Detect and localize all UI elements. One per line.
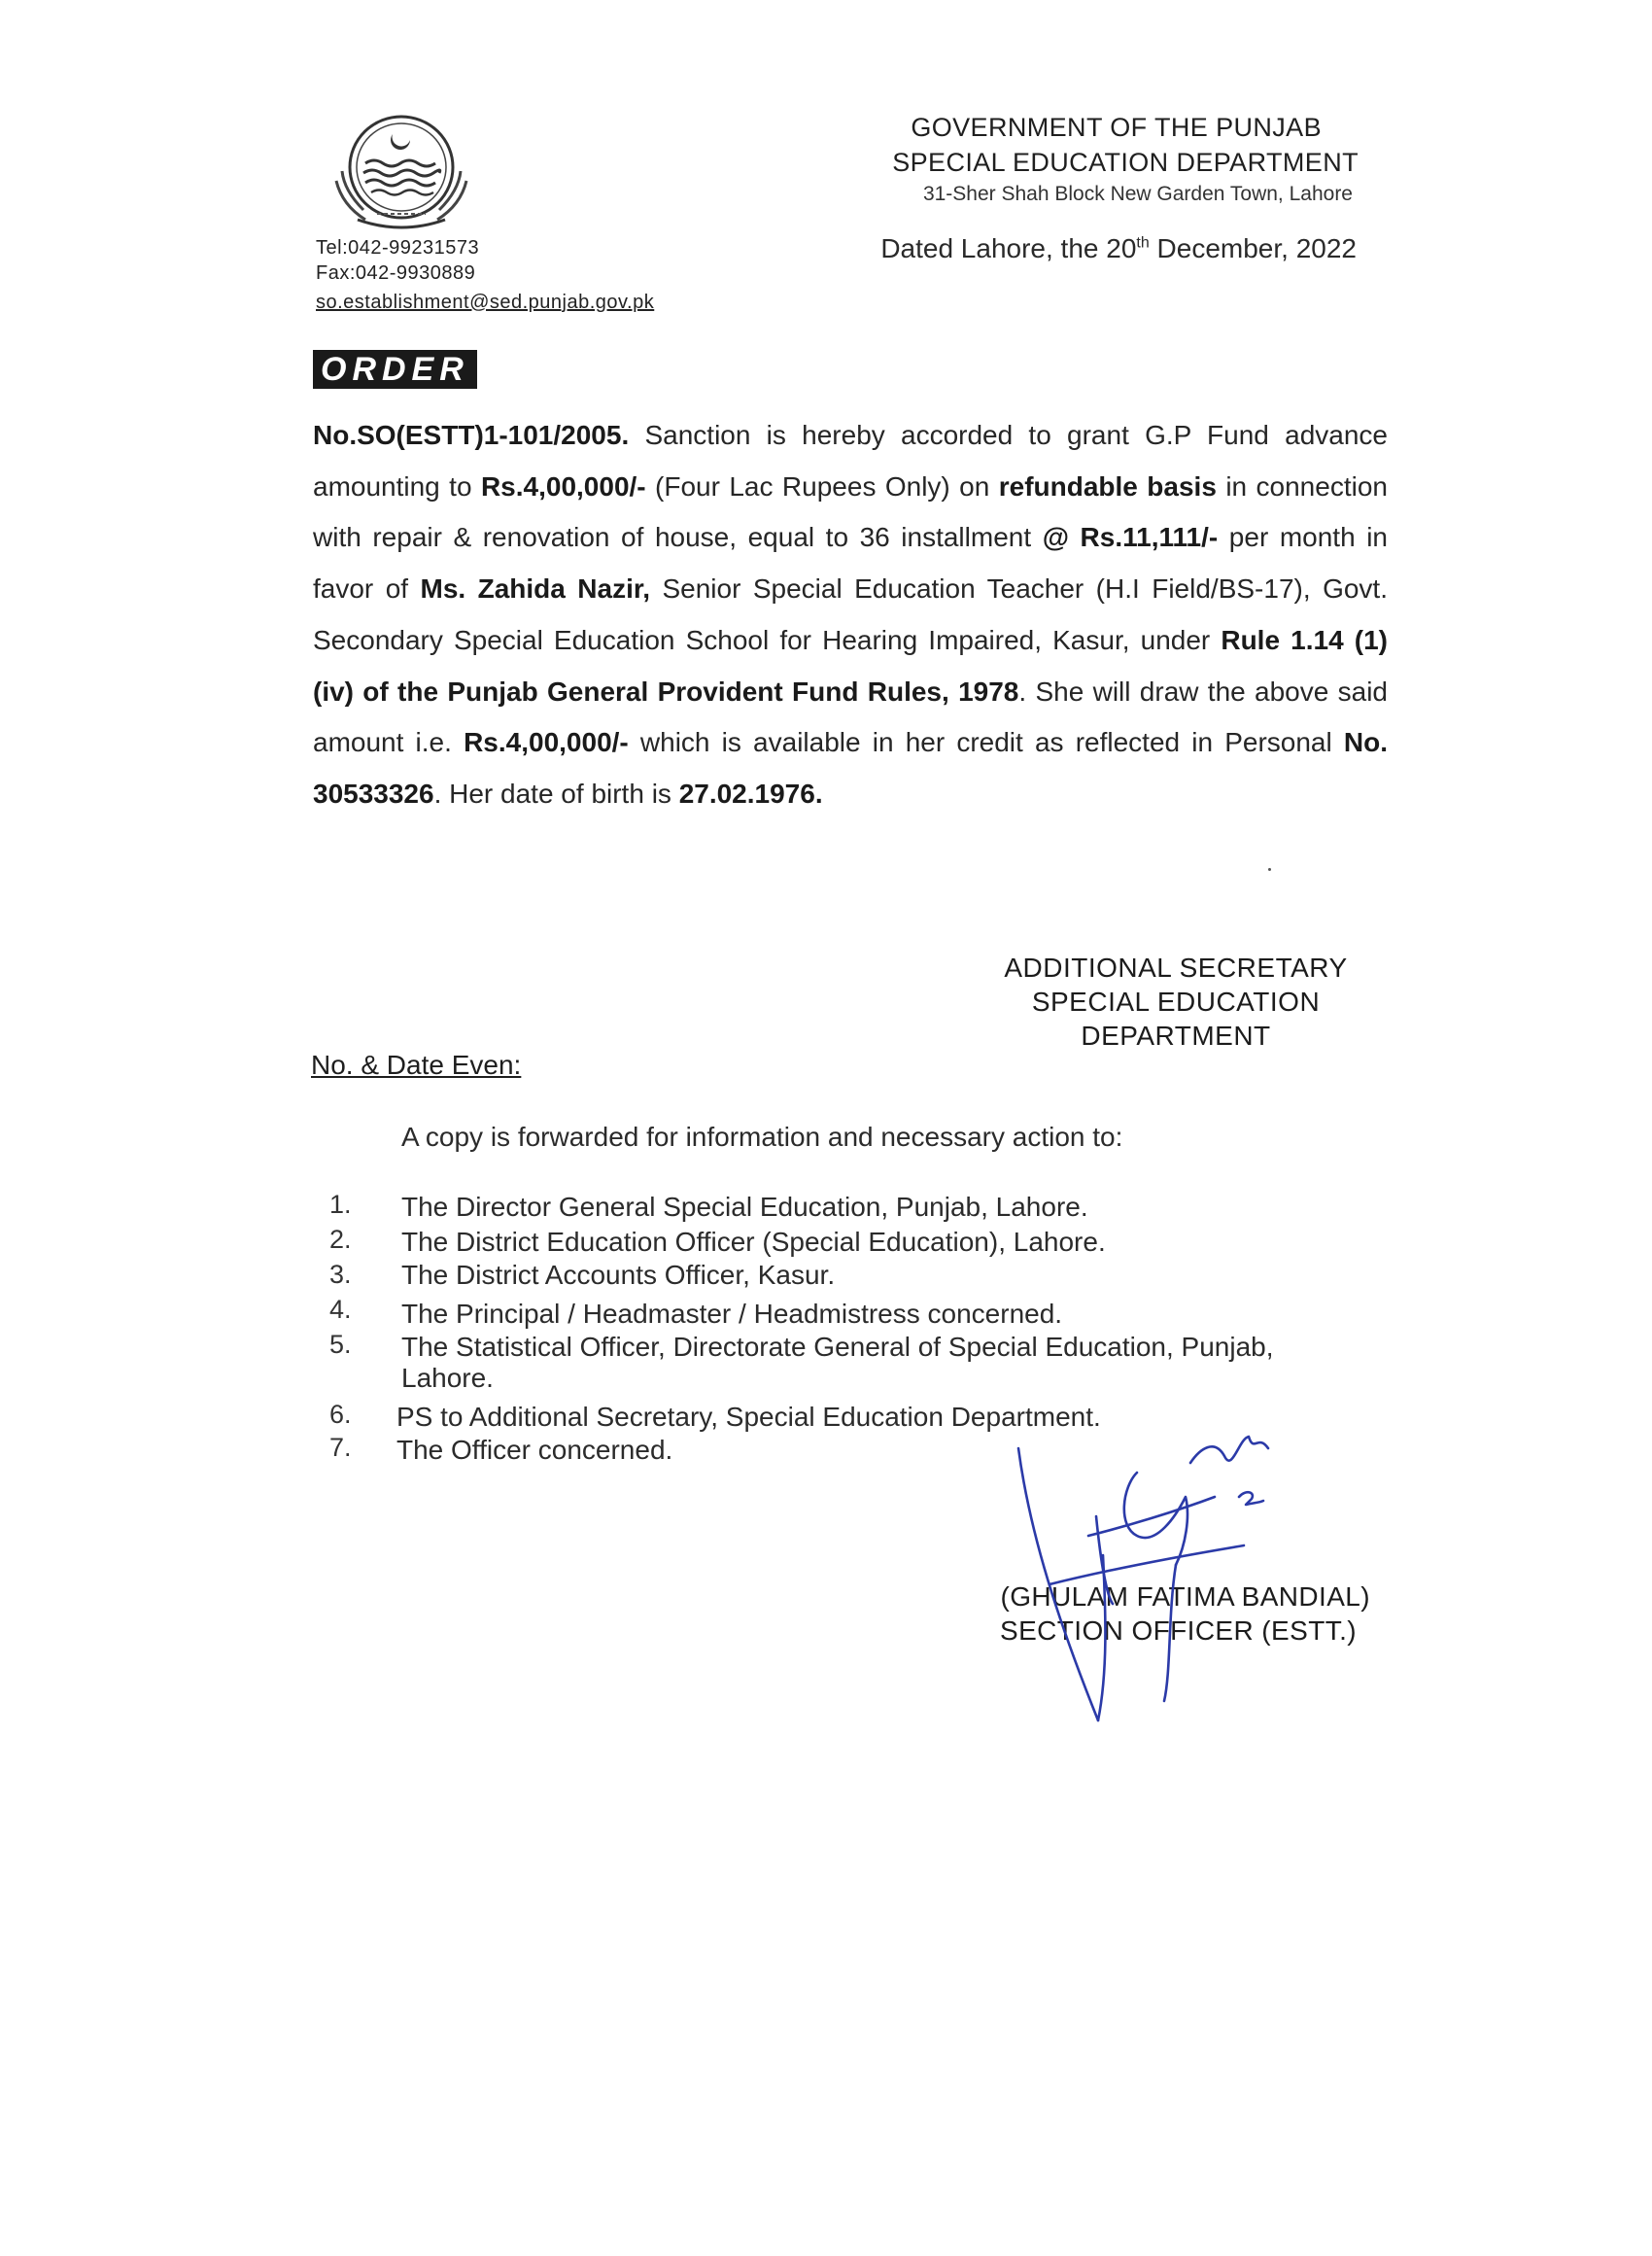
- email-link[interactable]: so.establishment@sed.punjab.gov.pk: [316, 292, 655, 313]
- officer-name: (GHULAM FATIMA BANDIAL): [1000, 1581, 1370, 1612]
- fax-text: Fax:042-9930889: [316, 262, 476, 284]
- list-item: The District Education Officer (Special Education), Lahore.: [401, 1227, 1106, 1257]
- handwritten-signature-icon: [991, 1380, 1312, 1730]
- forward-intro: A copy is forwarded for information and necessary action to:: [401, 1122, 1123, 1152]
- government-title: GOVERNMENT OF THE PUNJAB: [911, 113, 1322, 142]
- list-item: The Director General Special Education, Punjab, Lahore.: [401, 1192, 1088, 1222]
- stray-mark: [1268, 868, 1271, 871]
- list-item-continuation: Lahore.: [401, 1363, 494, 1393]
- order-number: No.SO(ESTT)1-101/2005.: [313, 420, 630, 450]
- department-title: SPECIAL EDUCATION DEPARTMENT: [892, 148, 1359, 177]
- punjab-emblem-icon: [328, 113, 474, 231]
- signatory-line-1: ADDITIONAL SECRETARY: [1004, 953, 1348, 983]
- list-item-number: 5.: [329, 1330, 352, 1359]
- signatory-line-2: SPECIAL EDUCATION: [1031, 987, 1321, 1017]
- list-item: The Statistical Officer, Directorate General of Special Education, Punjab,: [401, 1332, 1274, 1362]
- list-item-number: 4.: [329, 1295, 352, 1324]
- list-item: PS to Additional Secretary, Special Education Department.: [396, 1402, 1101, 1432]
- list-item: The Officer concerned.: [396, 1435, 673, 1465]
- signatory-line-3: DEPARTMENT: [1081, 1021, 1271, 1051]
- list-item: The District Accounts Officer, Kasur.: [401, 1260, 836, 1290]
- list-item-number: 2.: [329, 1225, 352, 1254]
- list-item-number: 7.: [329, 1433, 352, 1462]
- list-item: The Principal / Headmaster / Headmistress concerned.: [401, 1299, 1063, 1329]
- order-body: No.SO(ESTT)1-101/2005. Sanction is hereby accorded to grant G.P Fund advance amounting to Rs.4,00,000/- (Four Lac Rupees Only) on refundable basis in connection with repair & renovation of house, equal to 36 installment @ Rs.11,111/- per month in favor of Ms. Zahida Nazir, Senior Special Education Teacher (H.I Field/BS-17), Govt. Secondary Special Education School for Hearing Impaired, Kasur, under Rule 1.14 (1)(iv) of the Punjab General Provident Fund Rules, 1978. She will draw the above said amount i.e. Rs.4,00,000/- which is available in her credit as reflected in Personal No. 30533326. Her date of birth is 27.02.1976.: [313, 420, 1388, 809]
- no-date-even-heading: No. & Date Even:: [311, 1050, 522, 1080]
- officer-title: SECTION OFFICER (ESTT.): [1000, 1615, 1357, 1646]
- order-title-badge: ORDER: [313, 350, 477, 389]
- list-item-number: 3.: [329, 1260, 352, 1289]
- department-address: 31-Sher Shah Block New Garden Town, Lahore: [922, 183, 1353, 205]
- list-item-number: 6.: [329, 1400, 352, 1429]
- dated-line: Dated Lahore, the 20th December, 2022: [880, 233, 1357, 263]
- list-item-number: 1.: [329, 1190, 352, 1219]
- tel-text: Tel:042-99231573: [316, 237, 480, 259]
